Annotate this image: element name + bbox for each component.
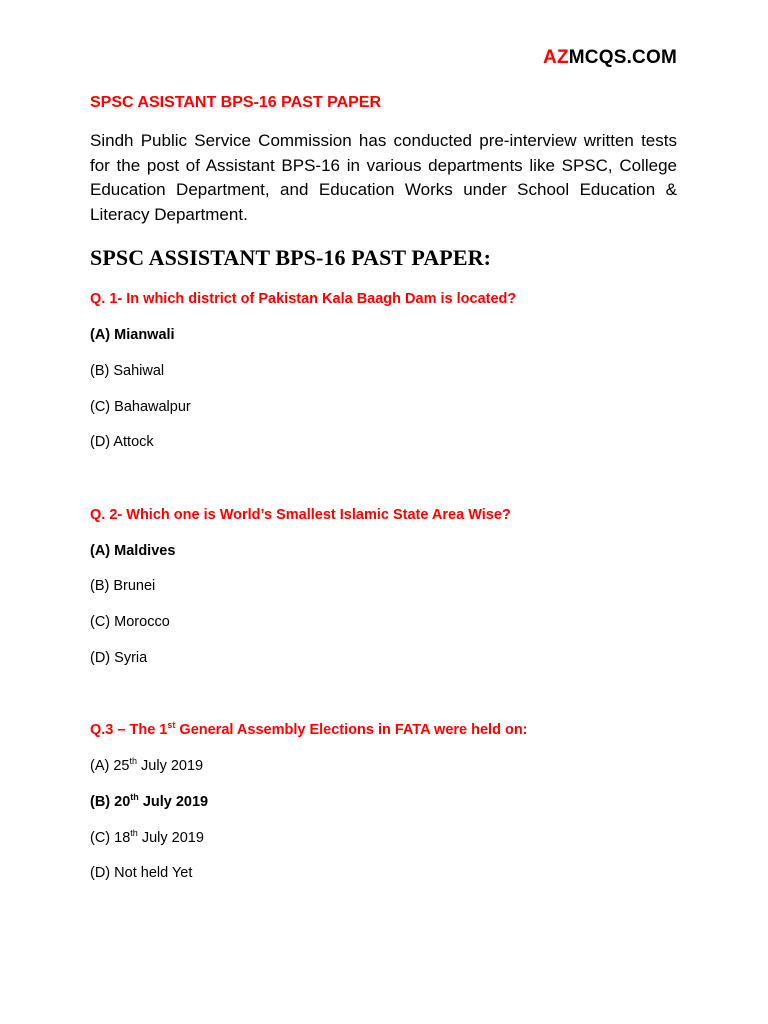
question-3 (90, 722, 528, 738)
site-brand (543, 47, 677, 69)
q2-option-c: (C) Morocco (90, 614, 170, 630)
document-heading: SPSC ASISTANT BPS-16 PAST PAPER (90, 94, 382, 111)
q3-option-b-prefix: (B) 20 (90, 794, 131, 810)
q3-option-a-suffix: July 2019 (137, 758, 204, 774)
brand-suffix: MCQS.COM (568, 47, 677, 68)
q3-option-c-prefix: (C) 18 (90, 830, 131, 846)
q1-option-b: (B) Sahiwal (90, 363, 165, 379)
brand-prefix: AZ (543, 47, 569, 68)
q3-option-a-prefix: (A) 25 (90, 758, 130, 774)
q2-option-d: (D) Syria (90, 650, 148, 666)
q3-text-after: General Assembly Elections in FATA were held on: (175, 722, 528, 738)
q3-option-b-sup: th (130, 792, 139, 803)
q3-option-c (90, 830, 204, 846)
section-title: SPSC ASSISTANT BPS-16 PAST PAPER: (90, 245, 492, 270)
q3-text-before: Q.3 – The 1 (90, 722, 168, 738)
q3-text-sup: st (167, 720, 176, 731)
q3-option-d: (D) Not held Yet (90, 865, 193, 881)
q3-option-c-sup: th (130, 828, 138, 839)
q1-option-c: (C) Bahawalpur (90, 399, 191, 415)
intro-paragraph: Sindh Public Service Commission has conducted pre-interview written tests for the post of Assistant BPS-16 in various departments like SPSC, College Education Department, and Education Works under School Education & Literacy Department. (90, 131, 677, 224)
q2-option-a: (A) Maldives (90, 543, 176, 559)
q1-option-d: (D) Attock (90, 434, 154, 450)
q3-option-a-sup: th (129, 756, 138, 767)
question-1: Q. 1- In which district of Pakistan Kala Baagh Dam is located? (90, 291, 517, 307)
q3-option-a (90, 758, 203, 774)
q1-option-a: (A) Mianwali (90, 327, 175, 343)
q3-option-c-suffix: July 2019 (137, 830, 204, 846)
q2-option-b: (B) Brunei (90, 578, 156, 594)
q3-option-b-suffix: July 2019 (138, 794, 209, 810)
question-2: Q. 2- Which one is World’s Smallest Islamic State Area Wise? (90, 507, 511, 523)
q3-option-b (90, 794, 208, 810)
